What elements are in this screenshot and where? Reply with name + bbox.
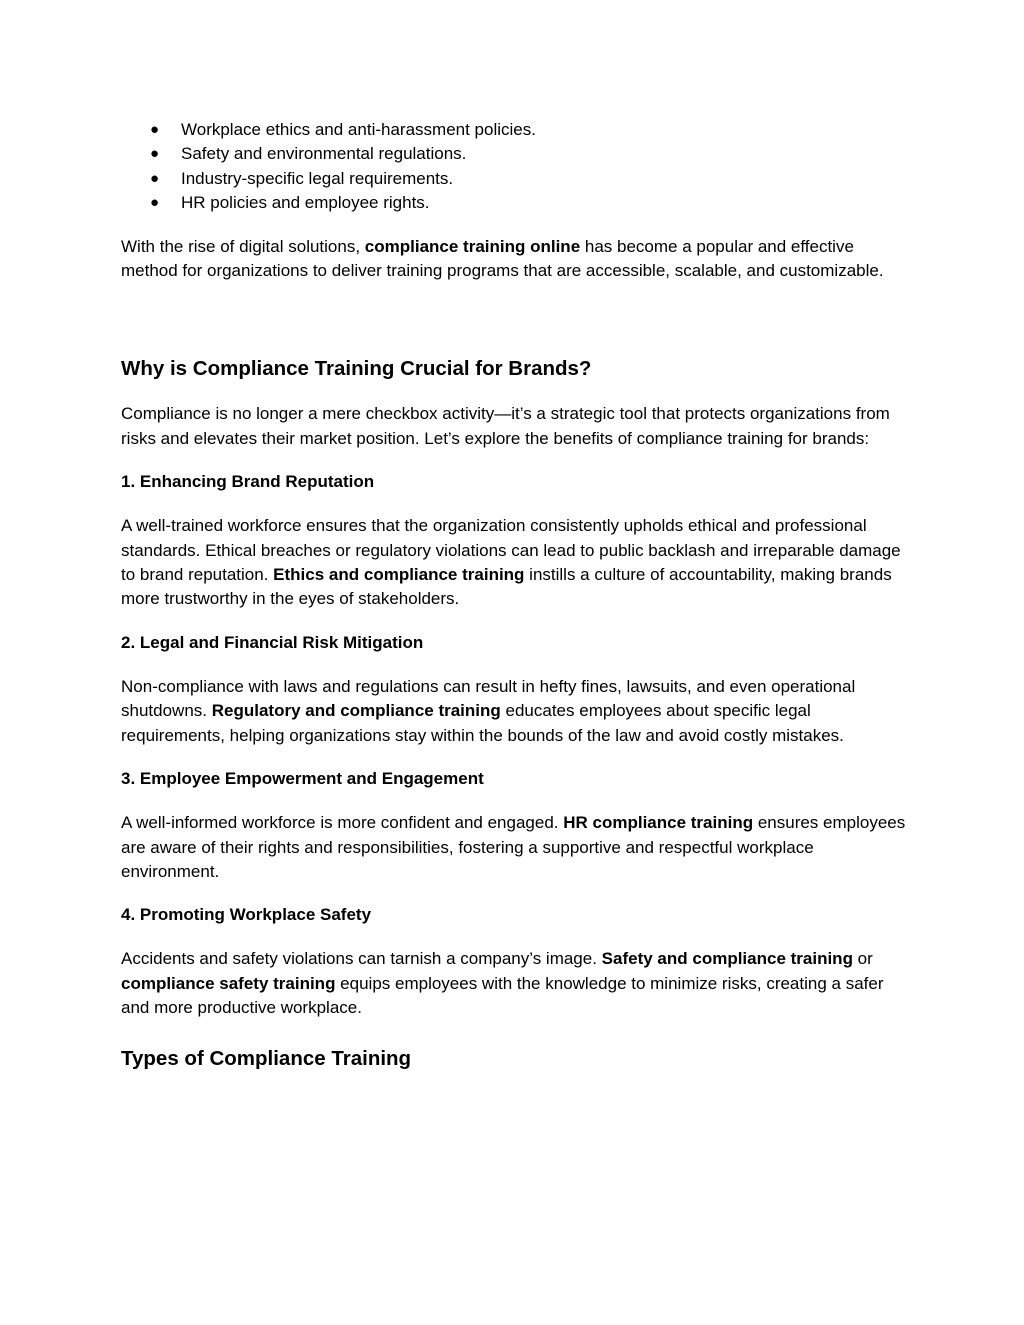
workplace-safety-paragraph: Accidents and safety violations can tarnish a company’s image. Safety and compliance training or compliance safety training equips employees with the knowledge to minimize risks, creating a safer and more productive workplace. — [121, 949, 884, 1018]
bold-term: compliance safety training — [121, 973, 336, 993]
section-heading-why: Why is Compliance Training Crucial for Brands? — [121, 357, 592, 381]
bold-term: Ethics and compliance training — [273, 565, 525, 585]
list-item: ● HR policies and employee rights. — [121, 191, 911, 215]
risk-mitigation-paragraph: Non-compliance with laws and regulations can result in hefty fines, lawsuits, and even operational shutdowns. Regulatory and compliance training educates employees about specific legal requirements, helping organizations stay within the bounds of the law and avoid costly mistakes. — [121, 676, 856, 745]
section-heading-types: Types of Compliance Training — [121, 1046, 412, 1070]
why-paragraph: Compliance is no longer a mere checkbox activity—it’s a strategic tool that protects organizations from risks and elevates their market position. Let’s explore the benefits of compliance training for brands: — [121, 404, 890, 448]
bullet-icon: ● — [150, 121, 160, 138]
subheading-employee-empowerment: 3. Employee Empowerment and Engagement — [121, 769, 484, 789]
subheading-risk-mitigation: 2. Legal and Financial Risk Mitigation — [121, 632, 424, 652]
bold-term: HR compliance training — [563, 813, 754, 833]
bold-term: compliance training online — [364, 236, 581, 256]
brand-reputation-paragraph: A well-trained workforce ensures that the organization consistently upholds ethical and professional standards. Ethical breaches or regulatory violations can lead to public backlash and irreparable damage to brand reputation. Ethics and compliance training instills a culture of accountability, making brands more trustworthy in the eyes of stakeholders. — [121, 516, 901, 609]
bold-term: Regulatory and compliance training — [211, 701, 501, 721]
employee-empowerment-paragraph: A well-informed workforce is more confident and engaged. HR compliance training ensures employees are aware of their rights and responsibilities, fostering a supportive and respectful workplace environment. — [121, 813, 906, 881]
bold-term: Safety and compliance training — [601, 949, 853, 969]
bullet-icon: ● — [150, 145, 160, 163]
bullet-icon: ● — [150, 194, 160, 212]
document-content — [121, 118, 911, 1072]
bullet-icon: ● — [150, 169, 160, 187]
bullet-list — [121, 118, 911, 216]
subheading-workplace-safety: 4. Promoting Workplace Safety — [121, 905, 372, 925]
subheading-brand-reputation: 1. Enhancing Brand Reputation — [121, 472, 375, 492]
list-item: ● Safety and environmental regulations. — [121, 142, 911, 166]
list-item: ● Industry-specific legal requirements. — [121, 167, 911, 191]
list-item: ● Workplace ethics and anti-harassment policies. — [121, 118, 911, 142]
intro-paragraph: With the rise of digital solutions, compliance training online has become a popular and effective method for organizations to deliver training programs that are accessible, scalable, and customizable. — [121, 236, 884, 281]
